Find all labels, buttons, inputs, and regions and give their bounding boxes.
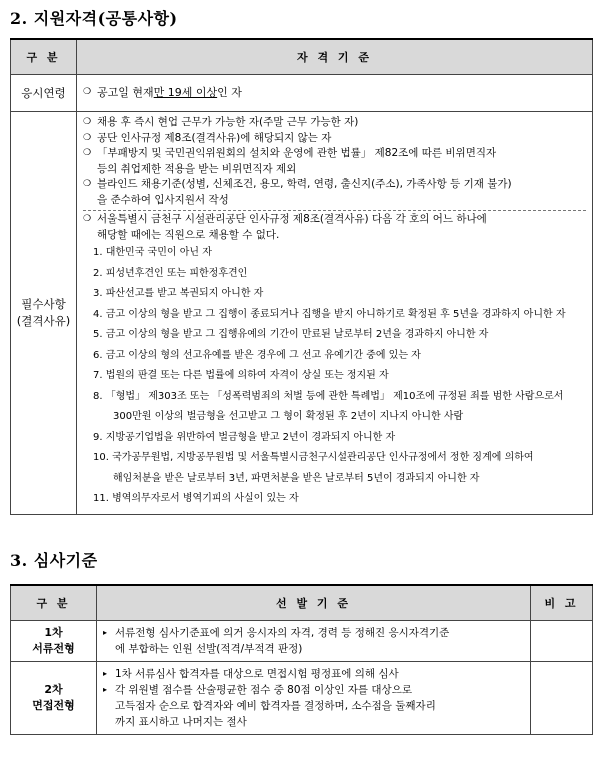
criteria-text-cont: 까지 표시하고 나머지는 절사 (115, 716, 247, 728)
requirement-text: 공단 인사규정 제8조(결격사유)에 해당되지 않는 자 (97, 131, 332, 144)
header-selection-criteria: 선 발 기 준 (97, 585, 531, 621)
section-3-title: 3. 심사기준 (10, 551, 98, 570)
stage-label-line: 면접전형 (32, 699, 75, 712)
age-text-pre: 공고일 현재 (97, 86, 154, 100)
seoul-intro (83, 212, 586, 228)
age-row (11, 75, 593, 112)
seoul-intro-line1: 서울특별시 금천구 시설관리공단 인사규정 제8조(결격사유) 다음 각 호의 어느 하나에 (97, 213, 487, 225)
disqualification-item: 2. 피성년후견인 또는 피한정후견인 (93, 267, 248, 279)
circle-bullet-icon: ❍ (83, 214, 92, 224)
disqualification-item: 11. 병역의무자로서 병역기피의 사실이 있는 자 (93, 493, 299, 504)
dashed-divider (83, 210, 586, 211)
requirement-bullet (83, 131, 586, 147)
stage-criteria (97, 662, 531, 735)
disqualification-item: 3. 파산선고를 받고 복권되지 아니한 자 (93, 288, 264, 299)
required-label-line1: 필수사항 (21, 296, 66, 311)
disqualification-item: 4. 금고 이상의 형을 받고 그 집행이 종료되거나 집행을 받지 아니하기로 확정된 후 5년을 경과하지 아니한 자 (93, 308, 566, 320)
disqualification-item: 7. 법원의 판결 또는 다른 법률에 의하여 자격이 상실 또는 정지된 자 (93, 370, 389, 381)
disqualification-item-cont: 300만원 이상의 벌금형을 선고받고 그 형이 확정된 후 2년이 지나지 아니한 사람 (113, 411, 464, 422)
circle-bullet-icon: ❍ (83, 179, 92, 189)
criteria-bullet (103, 666, 524, 682)
disqualification-item: 9. 지방공기업법을 위반하여 벌금형을 받고 2년이 경과되지 아니한 자 (93, 431, 396, 443)
requirement-text: 「부패방지 및 국민권익위원회의 설치와 운영에 관한 법률」 제82조에 따른 비위면직자 (97, 147, 497, 159)
header-category: 구 분 (11, 585, 97, 621)
criteria-text-cont: 고득점자 순으로 합격자와 예비 합격자를 결정하며, 소수점을 둘째자리 (115, 700, 436, 712)
circle-bullet-icon: ❍ (83, 117, 92, 127)
age-criteria (77, 75, 593, 112)
screening-row (11, 662, 593, 735)
criteria-text: 서류전형 심사기준표에 의거 응시자의 자격, 경력 등 정해진 응시자격기준 (115, 627, 450, 639)
disqualification-item: 6. 금고 이상의 형의 선고유예를 받은 경우에 그 선고 유예기간 중에 있는 자 (93, 349, 421, 361)
stage-label (11, 662, 97, 735)
age-label: 응시연령 (11, 75, 77, 112)
age-text-underlined: 만 19세 이상 (153, 86, 218, 100)
stage-label-line: 서류전형 (32, 642, 75, 655)
triangle-bullet-icon: ▸ (103, 669, 108, 678)
screening-table (10, 584, 593, 735)
requirement-bullet (83, 115, 586, 131)
required-bullet-list (83, 115, 586, 208)
screening-rows (11, 621, 593, 735)
disqualification-item: 1. 대한민국 국민이 아닌 자 (93, 247, 212, 258)
stage-label (11, 621, 97, 662)
eligibility-table (10, 38, 593, 515)
criteria-text: 1차 서류심사 합격자를 대상으로 면접시험 평정표에 의해 심사 (115, 668, 399, 680)
note-cell (531, 662, 593, 735)
requirement-bullet (83, 146, 586, 162)
disqualification-item: 5. 금고 이상의 형을 받고 그 집행유예의 기간이 만료된 날로부터 2년을 경과하지 아니한 자 (93, 329, 489, 340)
requirement-text: 블라인드 채용기준(성별, 신체조건, 용모, 학력, 연령, 출신지(주소), 가족사항 등 기재 불가) (97, 178, 512, 190)
required-row (11, 112, 593, 515)
triangle-bullet-icon: ▸ (103, 685, 108, 694)
section-2-title: 2. 지원자격(공통사항) (10, 9, 178, 28)
criteria-bullet (103, 625, 524, 641)
header-criteria: 자 격 기 준 (77, 39, 593, 75)
criteria-bullet (103, 682, 524, 698)
note-cell (531, 621, 593, 662)
screening-row (11, 621, 593, 662)
eligibility-header-row (11, 39, 593, 75)
required-criteria (77, 112, 593, 515)
required-label-line2: (결격사유) (16, 313, 71, 328)
header-note: 비 고 (531, 585, 593, 621)
requirement-text-cont: 등의 취업제한 적용을 받는 비위면직자 제외 (97, 162, 297, 175)
stage-label-line: 2차 (44, 683, 63, 696)
requirement-bullet (83, 177, 586, 193)
requirement-text-cont: 을 준수하여 입사지원서 작성 (97, 193, 229, 206)
criteria-text: 각 위원별 점수를 산술평균한 점수 중 80점 이상인 자를 대상으로 (115, 684, 412, 696)
disqualification-item-cont: 해임처분을 받은 날로부터 3년, 파면처분을 받은 날로부터 5년이 경과되지 아니한 자 (113, 472, 480, 484)
seoul-intro-line2: 해당할 때에는 직원으로 채용할 수 없다. (97, 228, 280, 241)
criteria-text-cont: 에 부합하는 인원 선발(적격/부적격 판정) (115, 643, 303, 655)
triangle-bullet-icon: ▸ (103, 628, 108, 637)
requirement-text: 채용 후 즉시 현업 근무가 가능한 자(주말 근무 가능한 자) (97, 116, 359, 128)
age-text-post: 인 자 (217, 86, 242, 100)
circle-bullet-icon: ❍ (83, 87, 92, 98)
stage-label-line: 1차 (44, 626, 63, 639)
circle-bullet-icon: ❍ (83, 132, 92, 143)
disqualification-list (83, 243, 586, 510)
disqualification-item: 8. 「형법」 제303조 또는 「성폭력범죄의 처벌 등에 관한 특례법」 제10조에 규정된 죄를 범한 사람으로서 (93, 390, 564, 402)
screening-header-row (11, 585, 593, 621)
required-label (11, 112, 77, 515)
stage-criteria (97, 621, 531, 662)
circle-bullet-icon: ❍ (83, 148, 92, 158)
header-category: 구 분 (11, 39, 77, 75)
disqualification-item: 10. 국가공무원법, 지방공무원법 및 서울특별시금천구시설관리공단 인사규정에서 정한 징계에 의하여 (93, 452, 534, 463)
